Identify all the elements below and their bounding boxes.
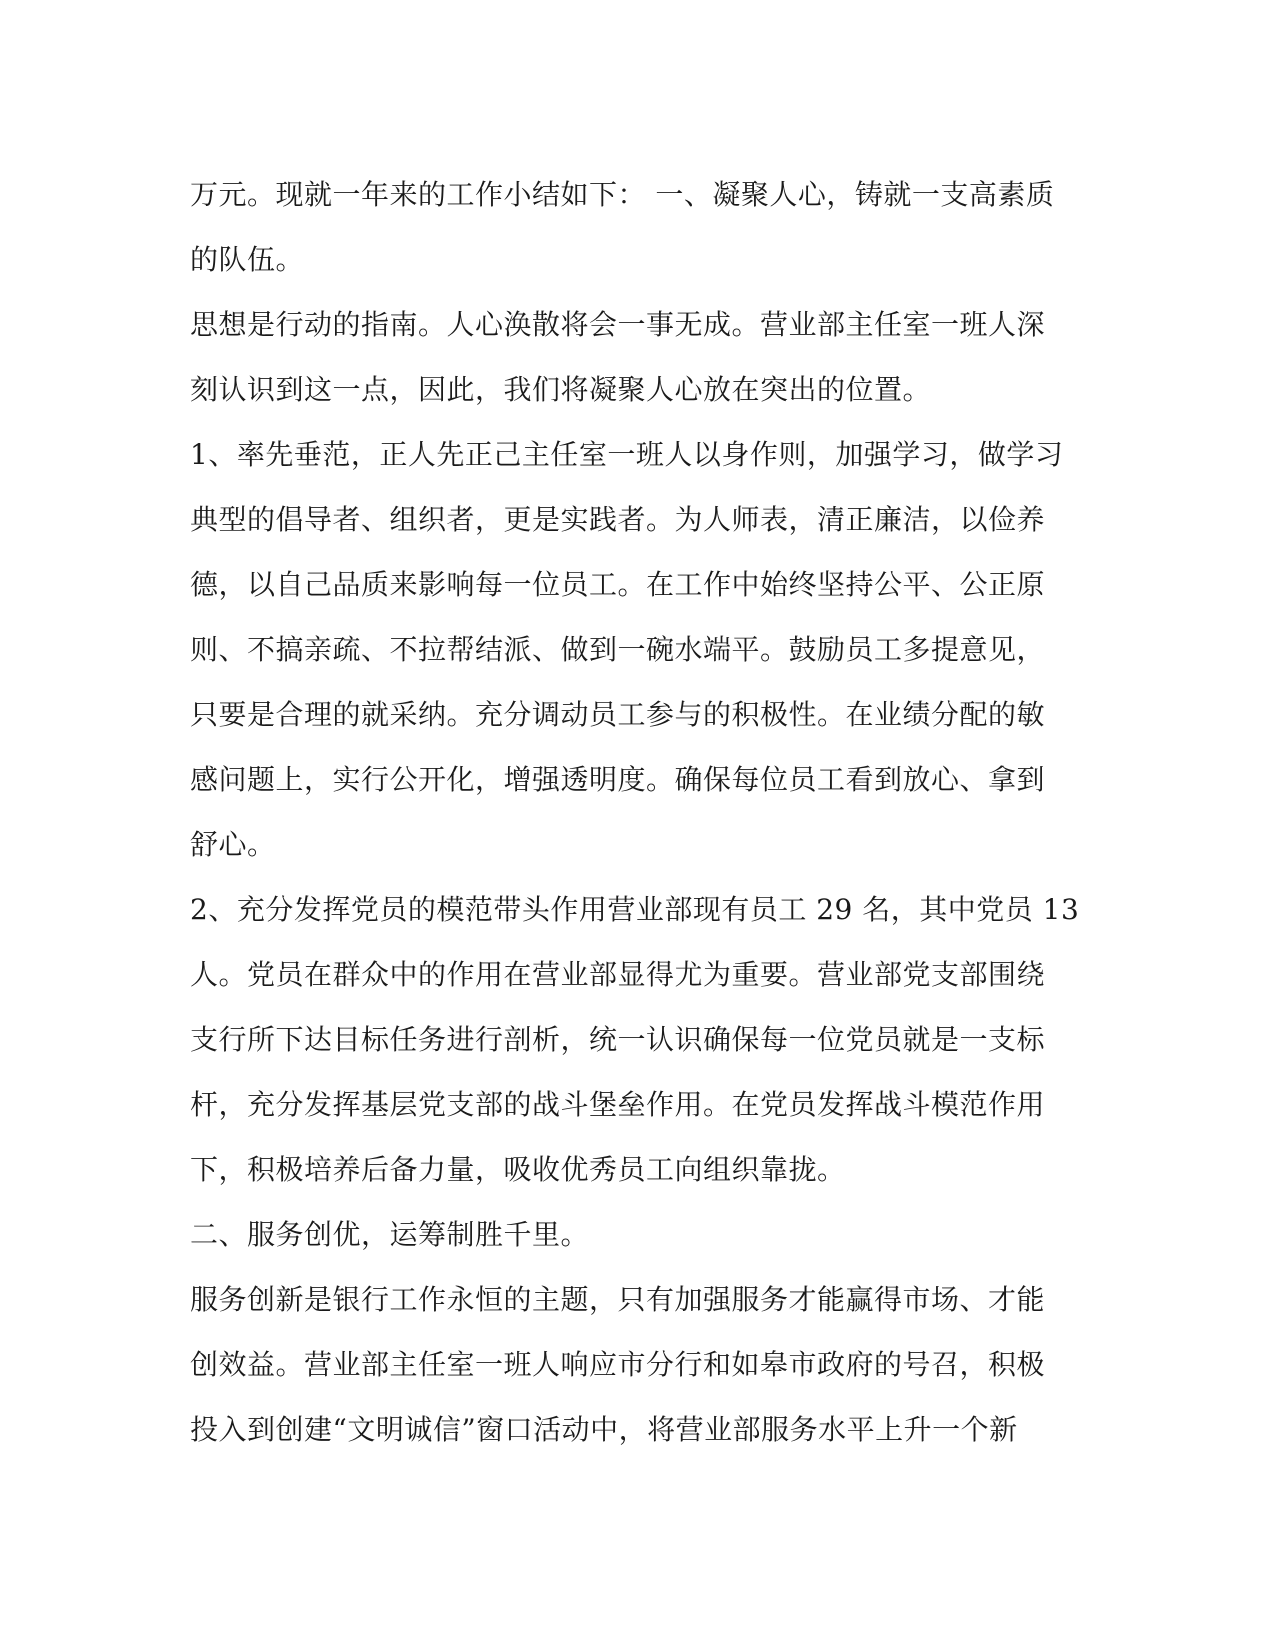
text-line: 则、不搞亲疏、不拉帮结派、做到一碗水端平。鼓励员工多提意见， xyxy=(190,633,1046,666)
text-line: 舒心。 xyxy=(190,828,276,861)
text-line: 典型的倡导者、组织者，更是实践者。为人师表，清正廉洁，以俭养 xyxy=(190,503,1046,536)
text-line: 创效益。营业部主任室一班人响应市分行和如皋市政府的号召，积极 xyxy=(190,1348,1046,1381)
text-line: 万元。现就一年来的工作小结如下： 一、凝聚人心，铸就一支高素质 xyxy=(190,178,1055,211)
text-line: 的队伍。 xyxy=(190,243,305,276)
text-line: 人。党员在群众中的作用在营业部显得尤为重要。营业部党支部围绕 xyxy=(190,958,1046,991)
text-line: 1、率先垂范，正人先正己主任室一班人以身作则，加强学习，做学习 xyxy=(190,438,1064,471)
text-line: 下，积极培养后备力量，吸收优秀员工向组织靠拢。 xyxy=(190,1153,846,1186)
text-line: 支行所下达目标任务进行剖析，统一认识确保每一位党员就是一支标 xyxy=(190,1023,1046,1056)
section-heading: 二、服务创优，运筹制胜千里。 xyxy=(190,1218,590,1251)
text-line: 服务创新是银行工作永恒的主题，只有加强服务才能赢得市场、才能 xyxy=(190,1283,1046,1316)
text-line: 德，以自己品质来影响每一位员工。在工作中始终坚持公平、公正原 xyxy=(190,568,1046,601)
text-line: 思想是行动的指南。人心涣散将会一事无成。营业部主任室一班人深 xyxy=(190,308,1046,341)
text-line: 杆，充分发挥基层党支部的战斗堡垒作用。在党员发挥战斗模范作用 xyxy=(190,1088,1046,1121)
text-line: 投入到创建“文明诚信”窗口活动中，将营业部服务水平上升一个新 xyxy=(190,1413,1018,1446)
text-line: 刻认识到这一点，因此，我们将凝聚人心放在突出的位置。 xyxy=(190,373,932,406)
document-body xyxy=(190,162,1085,1462)
text-line: 只要是合理的就采纳。充分调动员工参与的积极性。在业绩分配的敏 xyxy=(190,698,1046,731)
text-line: 2、充分发挥党员的模范带头作用营业部现有员工 29 名，其中党员 13 xyxy=(190,893,1080,926)
text-line: 感问题上，实行公开化，增强透明度。确保每位员工看到放心、拿到 xyxy=(190,763,1046,796)
